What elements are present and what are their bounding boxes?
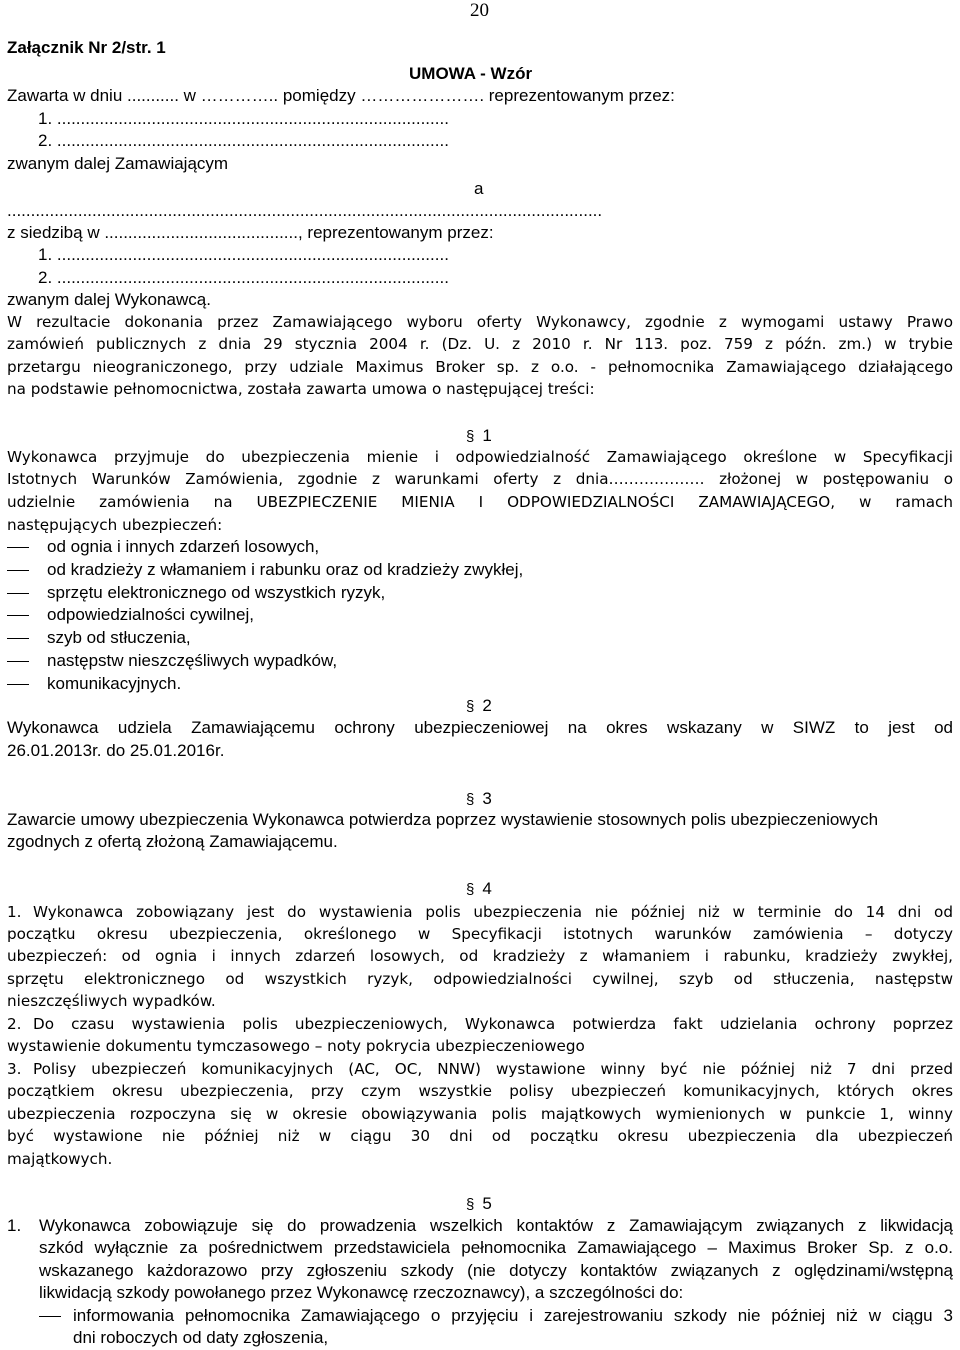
section-3-heading (466, 788, 492, 811)
section-sign: § (466, 698, 475, 715)
list-dash (7, 615, 29, 616)
s5-bullet-line-1: informowania pełnomocnika Zamawiającego o przyjęciu i zarejestrowaniu szkody nie później niż w ciągu 3 (73, 1306, 953, 1325)
list-dash (39, 1316, 61, 1317)
s3-line-1: Zawarcie umowy ubezpieczenia Wykonawca potwierdza poprzez wystawienie stosownych polis ubezpieczeniowych (7, 810, 879, 829)
s4-p2-line-1: Do czasu wystawienia polis ubezpieczeniowych, Wykonawca potwierdza fakt udzielania ochrony poprzez (33, 1015, 953, 1033)
section-number: 5 (482, 1194, 492, 1213)
section-sign: § (466, 791, 475, 808)
s5-p1-number: 1. (7, 1216, 22, 1235)
list-dash (7, 638, 29, 639)
contractor-seat: z siedzibą w ........................................., reprezentowanym przez: (7, 223, 494, 242)
contractor-dots: .............................................................................................................................. (7, 201, 603, 220)
s4-p1-line-5: nieszczęśliwych wypadków. (7, 992, 216, 1010)
section-1-heading (466, 425, 492, 448)
s4-p1-line-1: Wykonawca zobowiązany jest do wystawienia polis ubezpieczenia nie później niż w terminie do 14 dni od (33, 903, 953, 921)
list-item: następstw nieszczęśliwych wypadków, (47, 651, 338, 670)
ordering-rep-2: 2. ................................................................................... (38, 131, 449, 150)
list-item: komunikacyjnych. (47, 674, 182, 693)
s3-line-2: zgodnych z ofertą złożoną Zamawiającemu. (7, 832, 338, 851)
section-number: 2 (482, 696, 492, 715)
section-5-heading (466, 1193, 492, 1216)
section-2-heading (466, 695, 492, 718)
list-item: szyb od stłuczenia, (47, 628, 191, 647)
intro-line-2: zamówień publicznych z dnia 29 stycznia 2004 r. (Dz. U. z 2010 r. Nr 113. poz. 759 z późn. zm.) w trybie (7, 335, 953, 353)
section-4-heading (466, 878, 492, 901)
list-dash (7, 593, 29, 594)
section-sign: § (466, 881, 475, 898)
intro-line-3: przetargu nieograniczonego, przy udziale Maximus Broker sp. z o.o. - pełnomocnika Zamawiającego działającego (7, 358, 953, 376)
s5-p1-line-4: likwidacją szkody powołanego przez Wykonawcę rzeczoznawcy), a szczególności do: (39, 1283, 684, 1302)
s4-p2-line-2: wystawienie dokumentu tymczasowego – noty pokrycia ubezpieczeniowego (7, 1037, 585, 1055)
s5-p1-line-2: szkód wyłącznie za pośrednictwem przedstawiciela pełnomocnika Zamawiającego – Maximus Broker Sp. z o.o. (39, 1238, 953, 1257)
ordering-rep-1: 1. ................................................................................... (38, 109, 449, 128)
list-item: sprzętu elektronicznego od wszystkich ryzyk, (47, 583, 386, 602)
s5-p1-line-3: wskazanego każdorazowo przy zgłoszeniu szkody (nie dotyczy kontaktów związanych z oględzinami/wstępną (39, 1261, 953, 1280)
s1-line-3: udzielnie zamówienia na UBEZPIECZENIE MIENIA I ODPOWIEDZIALNOŚCI ZAMAWIAJĄCEGO, w ramach (7, 493, 953, 511)
list-dash (7, 661, 29, 662)
parties-line: Zawarta w dniu ........... w ………….. pomiędzy …………………. reprezentowanym przez: (7, 86, 675, 105)
s4-p3-line-2: początkiem okresu ubezpieczenia, przy czym wszystkie polisy ubezpieczeń komunikacyjnych, których okres (7, 1082, 953, 1100)
s4-p3-line-1: Polisy ubezpieczeń komunikacyjnych (AC, OC, NNW) wystawione winny być nie później niż 7 dni przed (33, 1060, 953, 1078)
s4-p3-line-3: ubezpieczenia rozpoczyna się w okresie obowiązywania polis majątkowych wymienionych w punkcie 1, winny (7, 1105, 953, 1123)
s4-p3-number: 3. (7, 1060, 22, 1078)
s2-line-2: 26.01.2013r. do 25.01.2016r. (7, 741, 225, 760)
called-ordering: zwanym dalej Zamawiającym (7, 154, 229, 173)
s1-line-2: Istotnych Warunków Zamówienia, zgodnie z warunkami oferty z dnia………………. złożonej w postępowaniu o (7, 470, 953, 488)
s4-p3-line-4: być wystawione nie później niż w ciągu 30 dni od początku okresu ubezpieczenia dla ubezpieczeń (7, 1127, 953, 1145)
s4-p3-line-5: majątkowych. (7, 1150, 113, 1168)
section-number: 3 (482, 789, 492, 808)
called-contractor: zwanym dalej Wykonawcą. (7, 290, 211, 309)
contractor-rep-1: 1. ................................................................................... (38, 245, 449, 264)
list-dash (7, 570, 29, 571)
s2-line-1: Wykonawca udziela Zamawiającemu ochrony ubezpieczeniowej na okres wskazany w SIWZ to jest od (7, 718, 953, 737)
s4-p1-number: 1. (7, 903, 22, 921)
list-dash (7, 684, 29, 685)
document-title: UMOWA - Wzór (409, 64, 533, 83)
section-sign: § (466, 1196, 475, 1213)
section-sign: § (466, 428, 475, 445)
list-item: od kradzieży z włamaniem i rabunku oraz od kradzieży zwykłej, (47, 560, 524, 579)
s5-p1-line-1: Wykonawca zobowiązuje się do prowadzenia wszelkich kontaktów z Zamawiającym związanych z likwidacją (39, 1216, 953, 1235)
s4-p1-line-3: ubezpieczeń: od ognia i innych zdarzeń losowych, od kradzieży z włamaniem i rabunku, kradzieży zwykłej, (7, 947, 953, 965)
s1-line-1: Wykonawca przyjmuje do ubezpieczenia mienie i odpowiedzialność Zamawiającego określone w Specyfikacji (7, 448, 953, 466)
s4-p2-number: 2. (7, 1015, 22, 1033)
list-item: od ognia i innych zdarzeń losowych, (47, 537, 320, 556)
section-number: 1 (482, 426, 492, 445)
section-number: 4 (482, 879, 492, 898)
conjunction-a: a (474, 179, 484, 198)
attachment-label: Załącznik Nr 2/str. 1 (7, 38, 166, 57)
s4-p1-line-4: sprzętu elektronicznego od wszystkich ryzyk, odpowiedzialności cywilnej, szyb od stłuczenia, następstw (7, 970, 953, 988)
contractor-rep-2: 2. ................................................................................... (38, 268, 449, 287)
page-number: 20 (470, 0, 489, 21)
s4-p1-line-2: początku okresu ubezpieczenia, określonego w Specyfikacji istotnych warunków zamówienia – dotyczy (7, 925, 953, 943)
intro-line-1: W rezultacie dokonania przez Zamawiającego wyboru oferty Wykonawcy, zgodnie z wymogami ustawy Prawo (7, 313, 953, 331)
list-dash (7, 547, 29, 548)
s5-bullet-line-2: dni roboczych od daty zgłoszenia, (73, 1328, 329, 1347)
s1-line-4: następujących ubezpieczeń: (7, 516, 223, 534)
list-item: odpowiedzialności cywilnej, (47, 605, 254, 624)
intro-line-4: na podstawie pełnomocnictwa, została zawarta umowa o następującej treści: (7, 380, 595, 398)
